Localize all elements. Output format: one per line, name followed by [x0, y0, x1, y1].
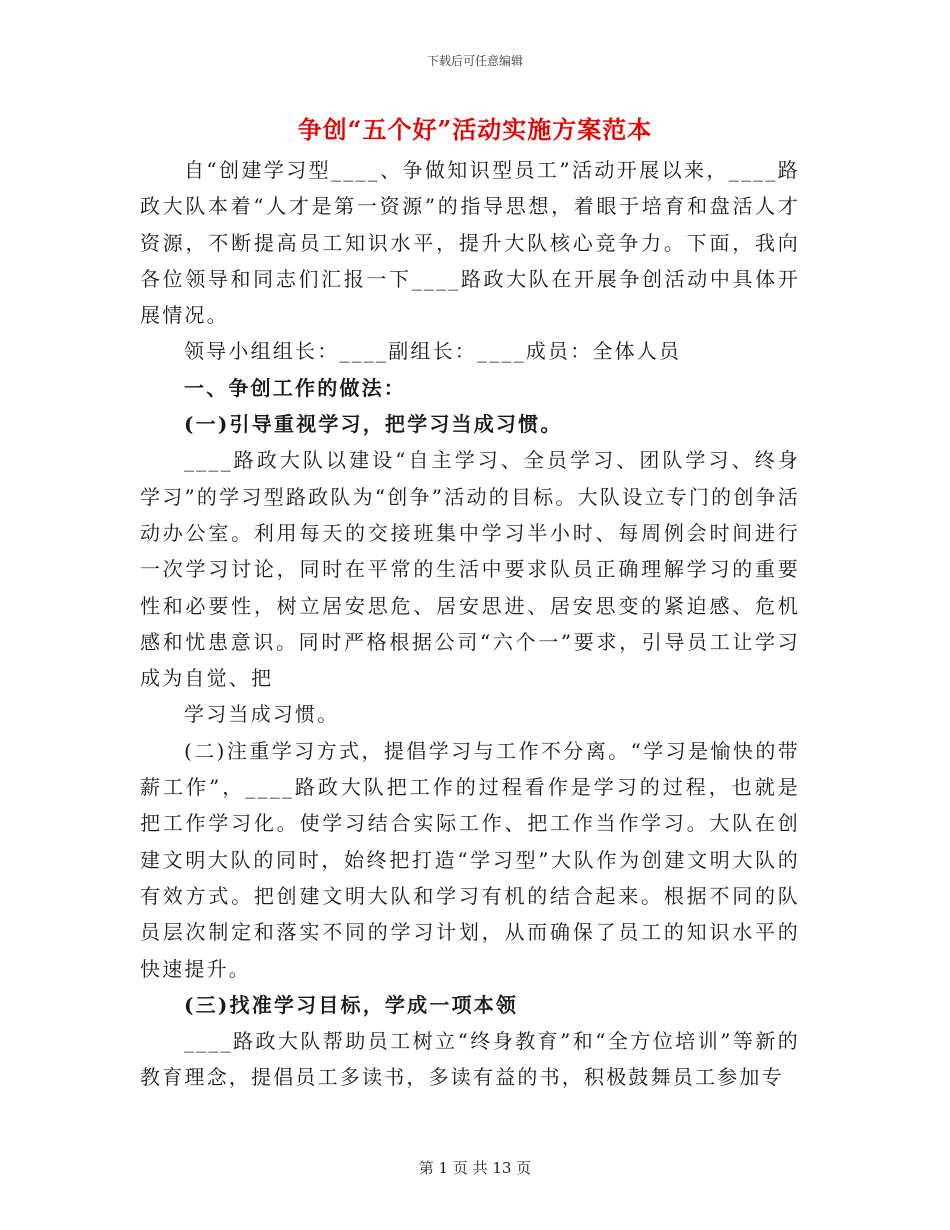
leadership-line: 领导小组组长：____副组长：____成员：全体人员 — [184, 339, 682, 364]
paragraph-subsection-3: ____路政大队帮助员工树立“终身教育”和“全方位培训”等新的教育理念，提倡员工多读书，多读有益的书，积极鼓舞员工参加专 — [140, 1029, 800, 1090]
header-note: 下载后可任意编辑 — [426, 54, 523, 68]
intro-paragraph: 自“创建学习型____、争做知识型员工”活动开展以来，____路政大队本着“人才是第一资源”的指导思想，着眼于培育和盘活人才资源，不断提高员工知识水平，提升大队核心竞争力。下面，我向各位领导和同志们汇报一下____路政大队在开展争创活动中具体开展情况。 — [140, 158, 800, 328]
subsection-heading-3: (三)找准学习目标，学成一项本领 — [184, 992, 519, 1017]
document-body — [140, 152, 800, 1096]
paragraph-subsection-1: ____路政大队以建设“自主学习、全员学习、团队学习、终身学习”的学习型路政队为“创争”活动的目标。大队设立专门的创争活动办公室。利用每天的交接班集中学习半小时、每周例会时间进行一次学习讨论，同时在平常的生活中要求队员正确理解学习的重要性和必要性，树立居安思危、居安思进、居安思变的紧迫感、危机感和忧患意识。同时严格根据公司“六个一”要求，引导员工让学习成为自觉、把 — [140, 448, 800, 691]
section-heading-1: 一、争创工作的做法： — [184, 375, 406, 400]
subsection-heading-1: (一)引导重视学习，把学习当成习惯。 — [184, 412, 563, 437]
page-number: 第 1 页 共 13 页 — [418, 1159, 532, 1177]
document-title: 争创“五个好”活动实施方案范本 — [297, 115, 653, 144]
paragraph-continuation: 学习当成习惯。 — [184, 702, 340, 727]
paragraph-subsection-2: (二)注重学习方式，提倡学习与工作不分离。“学习是愉快的带薪工作”，____路政大队把工作的过程看作是学习的过程，也就是把工作学习化。使学习结合实际工作、把工作当作学习。大队在创建文明大队的同时，始终把打造“学习型”大队作为创建文明大队的有效方式。把创建文明大队和学习有机的结合起来。根据不同的队员层次制定和落实不同的学习计划，从而确保了员工的知识水平的快速提升。 — [140, 738, 800, 981]
